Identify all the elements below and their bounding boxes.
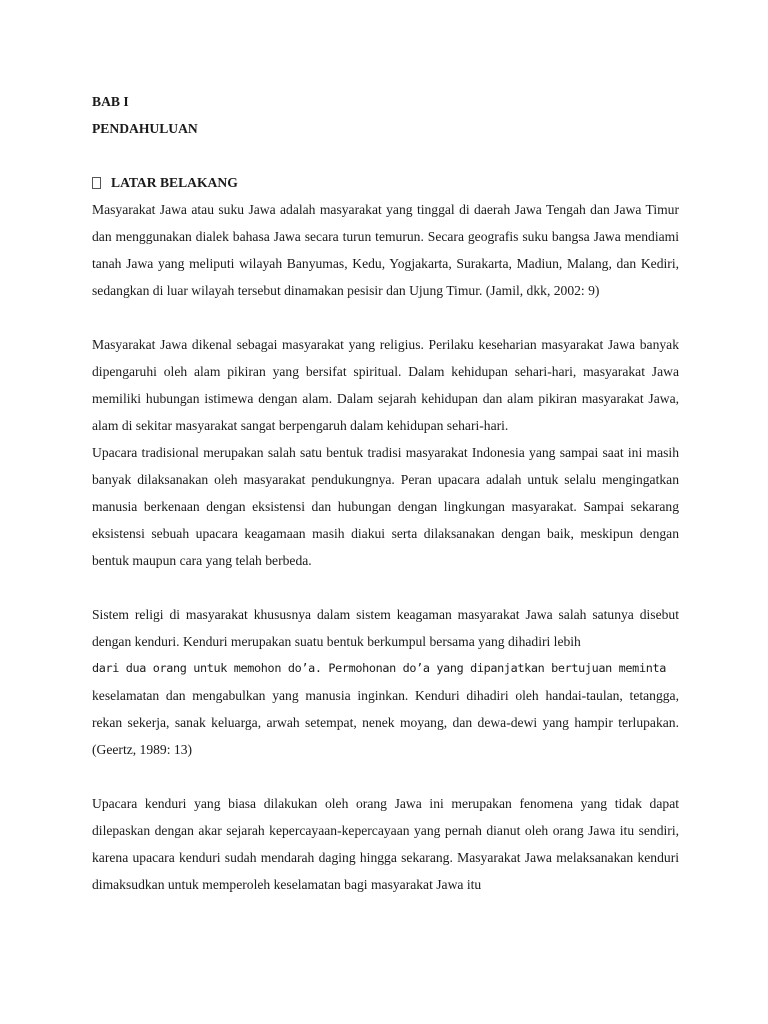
document-page — [92, 88, 679, 898]
paragraph-1: Masyarakat Jawa atau suku Jawa adalah masyarakat yang tinggal di daerah Jawa Tengah dan Jawa Timur dan menggunakan dialek bahasa Jawa secara turun temurun. Secara geografis suku bangsa Jawa mendiami tanah Jawa yang meliputi wilayah Banyumas, Kedu, Yogjakarta, Surakarta, Madiun, Malang, dan Kediri, sedangkan di luar wilayah tersebut dinamakan pesisir dan Ujung Timur. (Jamil, dkk, 2002: 9) — [92, 202, 679, 298]
bullet-box-icon — [92, 177, 101, 189]
paragraph-4: Sistem religi di masyarakat khususnya dalam sistem keagaman masyarakat Jawa salah satunya disebut dengan kenduri. Kenduri merupakan suatu bentuk berkumpul bersama yang dihadiri lebih — [92, 607, 679, 649]
spacer — [92, 304, 679, 331]
chapter-title: PENDAHULUAN — [92, 121, 198, 136]
spacer — [92, 142, 679, 169]
spacer — [92, 763, 679, 790]
spacer — [92, 574, 679, 601]
chapter-number: BAB I — [92, 94, 129, 109]
paragraph-5: Upacara kenduri yang biasa dilakukan oleh orang Jawa ini merupakan fenomena yang tidak dapat dilepaskan dengan akar sejarah kepercayaan-kepercayaan yang pernah dianut oleh orang Jawa itu sendiri, karena upacara kenduri sudah mendarah daging hingga sekarang. Masyarakat Jawa melaksanakan kenduri dimaksudkan untuk memperoleh keselamatan bagi masyarakat Jawa itu — [92, 796, 679, 892]
paragraph-4-continued: keselamatan dan mengabulkan yang manusia inginkan. Kenduri dihadiri oleh handai-taulan, tetangga, rekan sekerja, sanak keluarga, arwah setempat, nenek moyang, dan dewa-dewi yang hampir terlupakan. (Geertz, 1989: 13) — [92, 688, 679, 757]
section-heading — [92, 169, 679, 196]
paragraph-4-mono-line: dari dua orang untuk memohon do’a. Permohonan do’a yang dipanjatkan bertujuan meminta — [92, 661, 666, 675]
paragraph-3: Upacara tradisional merupakan salah satu bentuk tradisi masyarakat Indonesia yang sampai saat ini masih banyak dilaksanakan oleh masyarakat pendukungnya. Peran upacara adalah untuk selalu mengingatkan manusia berkenaan dengan eksistensi dan hubungan dengan lingkungan masyarakat. Sampai sekarang eksistensi sebuah upacara keagamaan masih diakui serta dilaksanakan dengan baik, meskipun dengan bentuk maupun cara yang telah berbeda. — [92, 445, 679, 568]
paragraph-2: Masyarakat Jawa dikenal sebagai masyarakat yang religius. Perilaku keseharian masyarakat Jawa banyak dipengaruhi oleh alam pikiran yang bersifat spiritual. Dalam kehidupan sehari-hari, masyarakat Jawa memiliki hubungan istimewa dengan alam. Dalam sejarah kehidupan dan alam pikiran masyarakat Jawa, alam di sekitar masyarakat sangat berpengaruh dalam kehidupan sehari-hari. — [92, 337, 679, 433]
section-heading-label: LATAR BELAKANG — [111, 175, 238, 190]
